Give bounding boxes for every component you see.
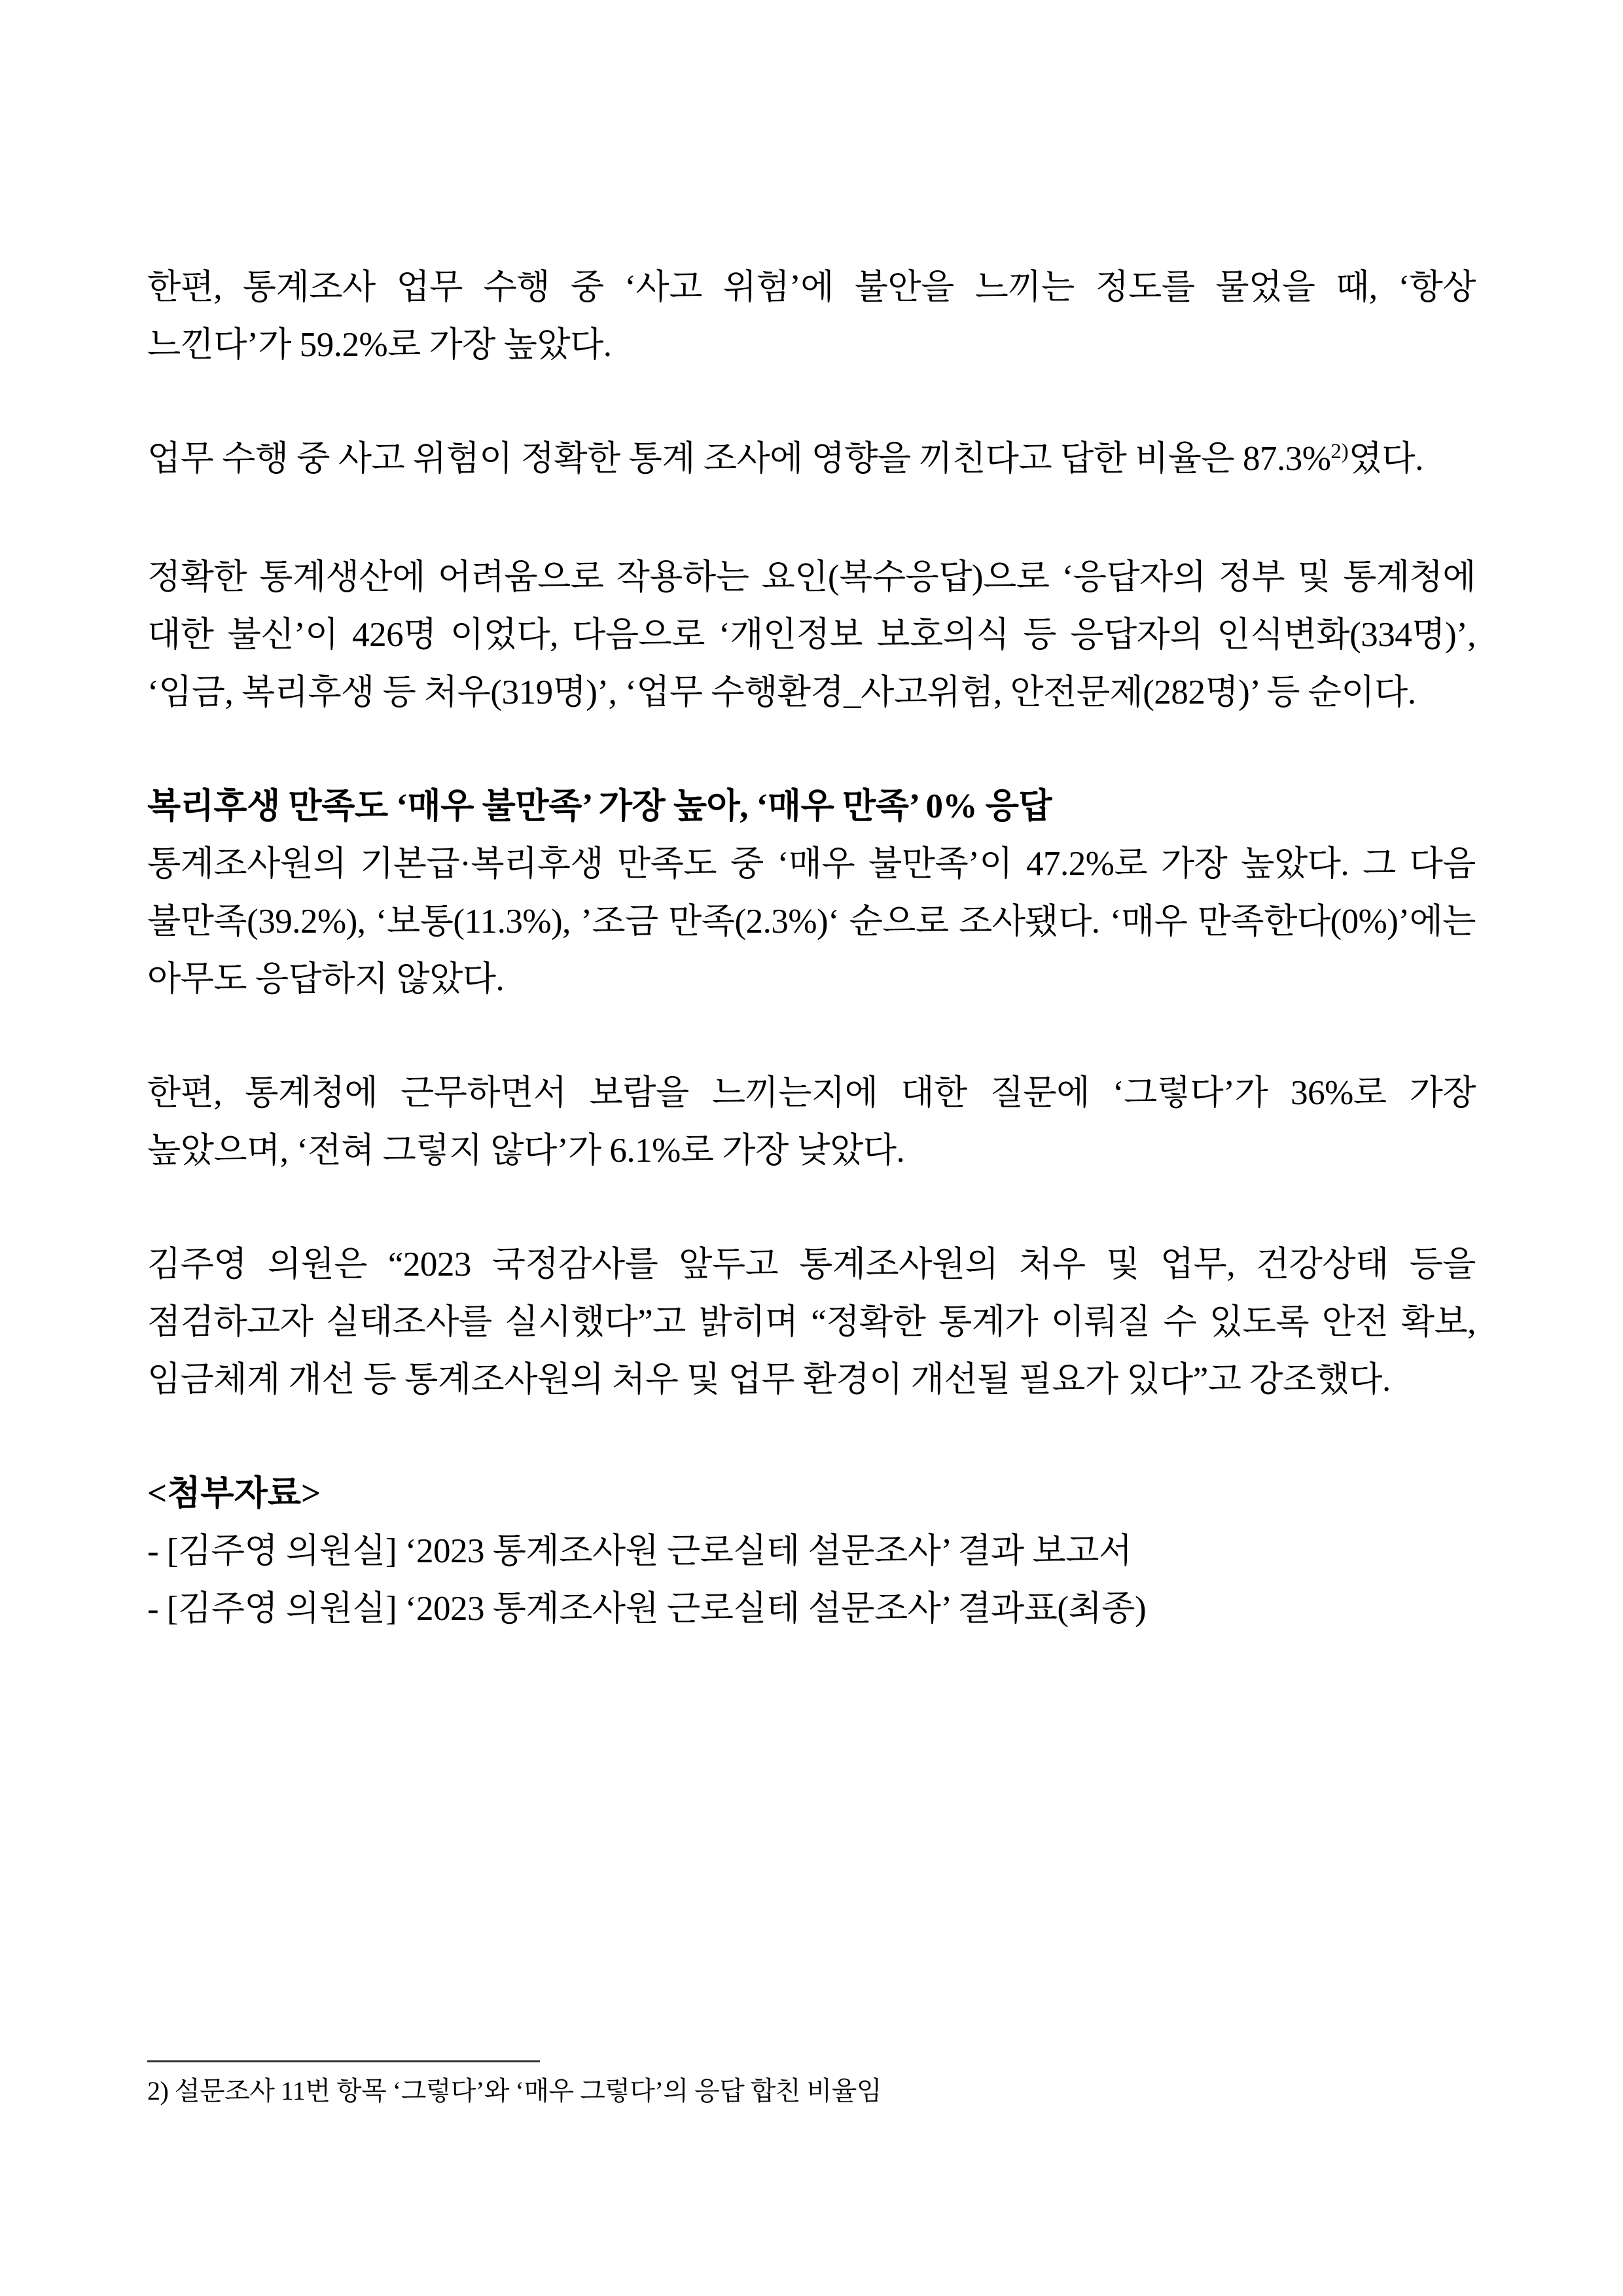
paragraph-accident-anxiety: 한편, 통계조사 업무 수행 중 ‘사고 위험’에 불안을 느끼는 정도를 물었을 때, ‘항상 느낀다’가 59.2%로 가장 높았다.: [147, 268, 1476, 364]
paragraph-accident-impact-tail: 였다.: [1348, 440, 1423, 478]
paragraph-work-pride: 한편, 통계청에 근무하면서 보람을 느끼는지에 대한 질문에 ‘그렇다’가 36%로 가장 높았으며, ‘전혀 그렇지 않다’가 6.1%로 가장 낮았다.: [147, 1074, 1476, 1170]
document-body: [147, 259, 1476, 1638]
footnote-separator-rule: [147, 2060, 540, 2062]
attachments-heading: <첨부자료>: [147, 1475, 321, 1513]
footnote-reference-2: 2): [1330, 439, 1349, 463]
footnote-section: [147, 2060, 1391, 2109]
footnote-text: 2) 설문조사 11번 항목 ‘그렇다’와 ‘매우 그렇다’의 응답 합친 비율임: [147, 2076, 882, 2106]
attachment-item-result-table: - [김주영 의원실] ‘2023 통계조사원 근로실테 설문조사’ 결과표(최종): [147, 1590, 1147, 1628]
paragraph-welfare-satisfaction-detail: 통계조사원의 기본급·복리후생 만족도 중 ‘매우 불만족’이 47.2%로 가장 높았다. 그 다음 불만족(39.2%), ‘보통(11.3%), ’조금 만족(2.3%)‘ 순으로 조사됐다. ‘매우 만족한다(0%)’에는 아무도 응답하지 않았다.: [147, 845, 1476, 998]
paragraph-accident-impact-text: 업무 수행 중 사고 위험이 정확한 통계 조사에 영향을 끼친다고 답한 비율은 87.3%: [147, 440, 1331, 478]
heading-welfare-satisfaction: 복리후생 만족도 ‘매우 불만족’ 가장 높아, ‘매우 만족’ 0% 응답: [147, 787, 1052, 825]
attachment-item-report: - [김주영 의원실] ‘2023 통계조사원 근로실테 설문조사’ 결과 보고서: [147, 1532, 1132, 1570]
paragraph-kim-juyoung-statement: 김주영 의원은 “2023 국정감사를 앞두고 통계조사원의 처우 및 업무, 건강상태 등을 점검하고자 실태조사를 실시했다”고 밝히며 “정확한 통계가 이뤄질 수 있도록 안전 확보, 임금체계 개선 등 통계조사원의 처우 및 업무 환경이 개선될 필요가 있다”고 강조했다.: [147, 1246, 1476, 1399]
paragraph-survey-difficulty-factors: 정확한 통계생산에 어려움으로 작용하는 요인(복수응답)으로 ‘응답자의 정부 및 통계청에 대한 불신’이 426명 이었다, 다음으로 ‘개인정보 보호의식 등 응답자의 인식변화(334명)’, ‘임금, 복리후생 등 처우(319명)’, ‘업무 수행환경_사고위험, 안전문제(282명)’ 등 순이다.: [147, 558, 1476, 711]
paragraph-accident-impact: [147, 430, 1476, 492]
attachments-section: [147, 1465, 1476, 1638]
